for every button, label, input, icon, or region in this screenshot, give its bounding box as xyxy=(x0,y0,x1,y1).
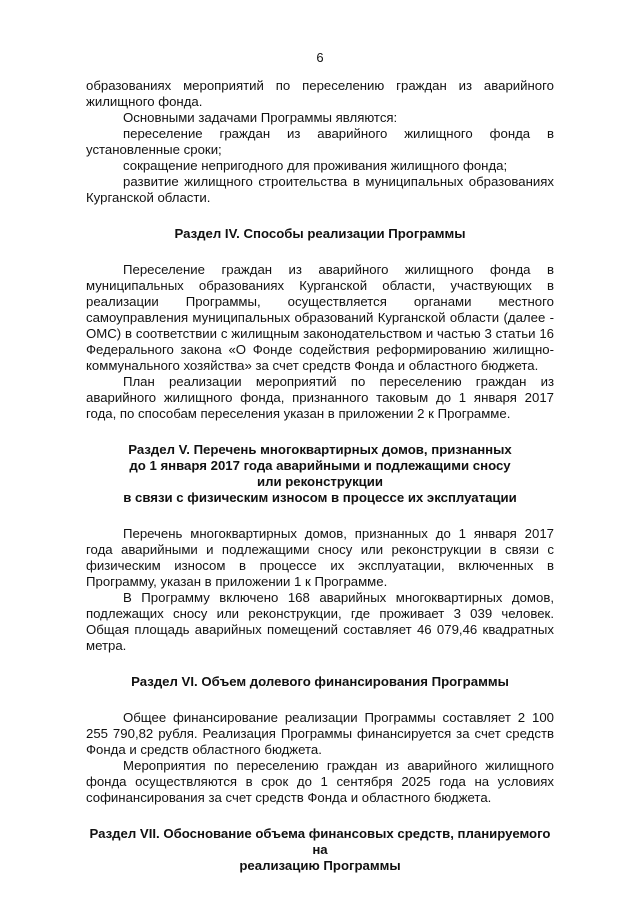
paragraph-tasks-intro: Основными задачами Программы являются: xyxy=(123,110,398,125)
section-5-paragraph-1: Перечень многоквартирных домов, признанных до 1 января 2017 года аварийными и подлежащими сносу или реконструкции в связи с физическим износом в процессе их эксплуатации, включенных в Программу, указан в приложении 1 к Программе. xyxy=(86,526,554,589)
section-4-title: Раздел IV. Способы реализации Программы xyxy=(174,226,466,241)
page-number: 6 xyxy=(316,50,324,65)
section-5-title-line-2: до 1 января 2017 года аварийными и подлежащими сносу xyxy=(129,458,511,473)
section-6-paragraph-1: Общее финансирование реализации Программы составляет 2 100 255 790,82 рубля. Реализация Программы финансируется за счет средств Фонда и средств областного бюджета. xyxy=(86,710,554,757)
paragraph-task-2: сокращение непригодного для проживания жилищного фонда; xyxy=(123,158,508,173)
section-5-title xyxy=(86,442,554,506)
section-4-paragraph-1: Переселение граждан из аварийного жилищного фонда в муниципальных образованиях Курганской области, участвующих в реализации Программы, осуществляется органами местного самоуправления муниципальных образований Курганской области (далее - ОМС) в соответствии с жилищным законодательством и частью 3 статьи 16 Федерального закона «О Фонде содействия реформированию жилищно-коммунального хозяйства» за счет средств Фонда и областного бюджета. xyxy=(86,262,554,373)
paragraph-task-1: переселение граждан из аварийного жилищного фонда в установленные сроки; xyxy=(86,126,554,157)
section-7-title xyxy=(86,826,554,874)
section-5-paragraph-2: В Программу включено 168 аварийных многоквартирных домов, подлежащих сносу или реконструкции, где проживает 3 039 человек. Общая площадь аварийных помещений составляет 46 079,46 квадратных метра. xyxy=(86,590,554,653)
section-5-title-line-4: в связи с физическим износом в процессе их эксплуатации xyxy=(123,490,517,505)
paragraph-continuation: образованиях мероприятий по переселению граждан из аварийного жилищного фонда. xyxy=(86,78,554,109)
section-6-paragraph-2: Мероприятия по переселению граждан из аварийного жилищного фонда осуществляются в срок до 1 сентября 2025 года на условиях софинансирования за счет средств Фонда и областного бюджета. xyxy=(86,758,554,805)
section-5-title-line-1: Раздел V. Перечень многоквартирных домов, признанных xyxy=(128,442,512,457)
section-7-title-line-1: Раздел VII. Обоснование объема финансовых средств, планируемого на xyxy=(89,826,551,857)
section-6-title: Раздел VI. Объем долевого финансирования Программы xyxy=(131,674,509,689)
section-4-paragraph-2: План реализации мероприятий по переселению граждан из аварийного жилищного фонда, признанного таковым до 1 января 2017 года, по способам переселения указан в приложении 2 к Программе. xyxy=(86,374,554,421)
paragraph-task-3: развитие жилищного строительства в муниципальных образованиях Курганской области. xyxy=(86,174,554,205)
section-7-title-line-2: реализацию Программы xyxy=(239,858,401,873)
section-5-title-line-3: или реконструкции xyxy=(256,474,384,489)
